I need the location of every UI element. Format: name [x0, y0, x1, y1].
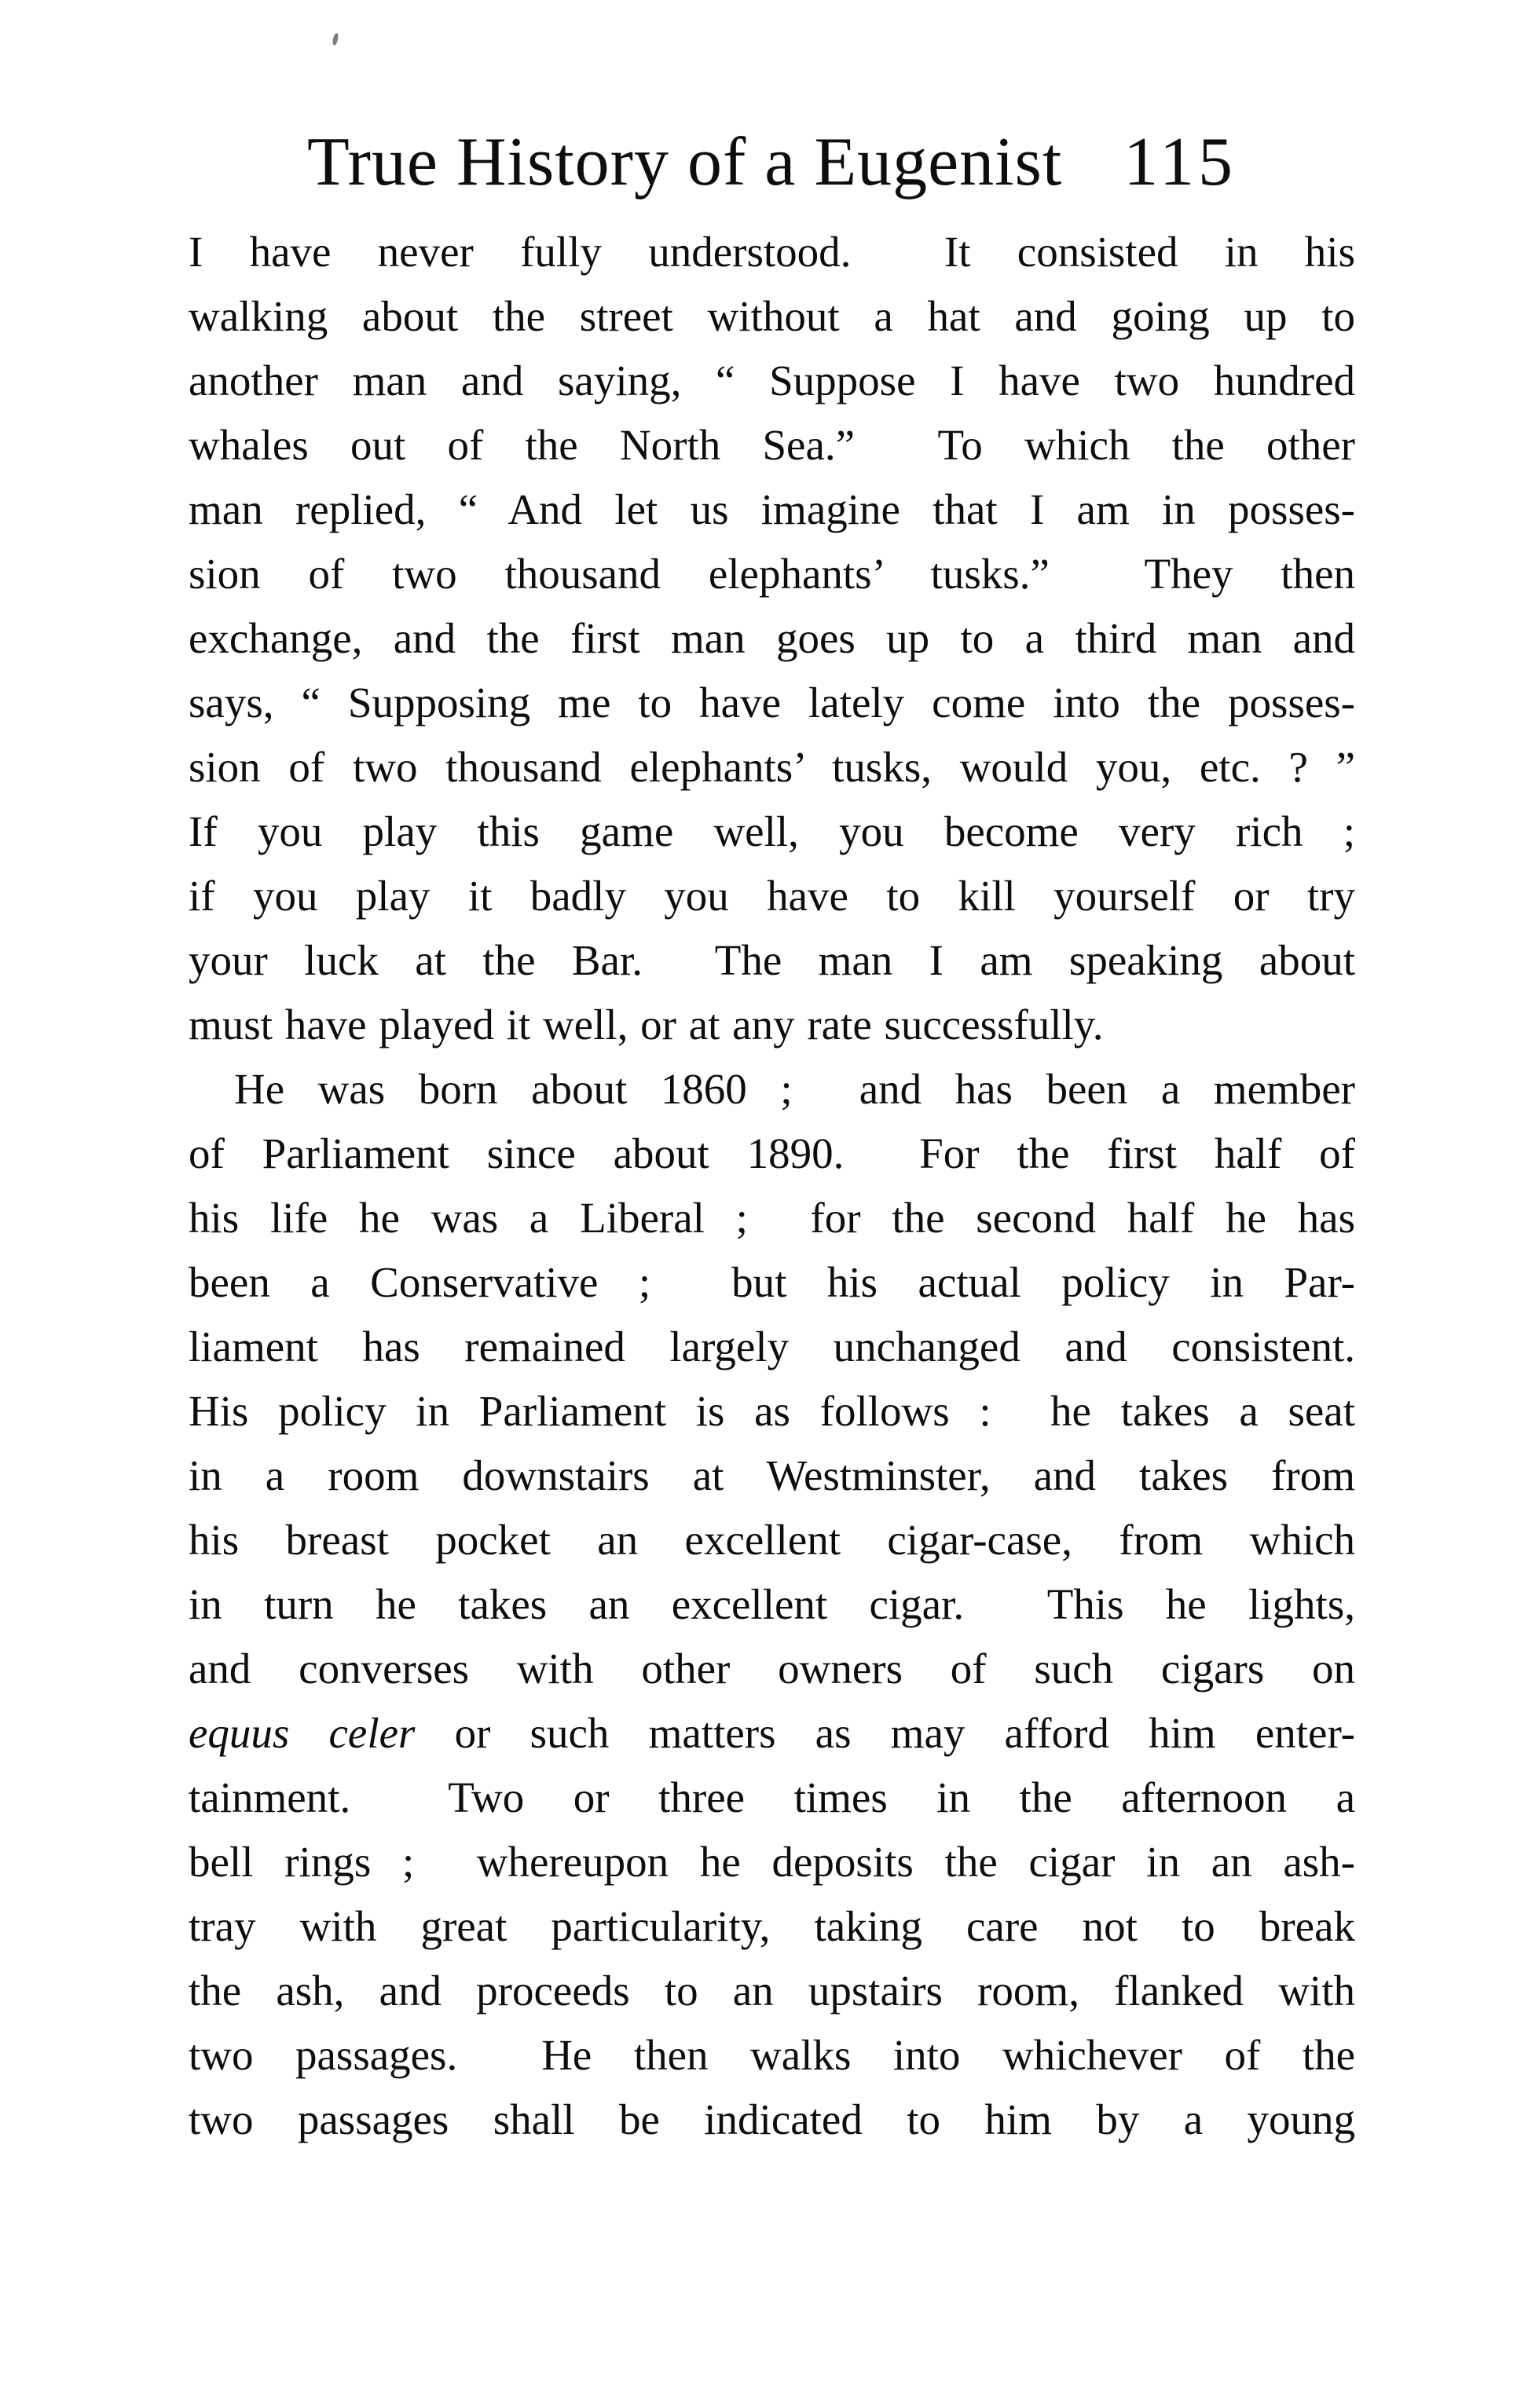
line-text: liament has remained largely unchanged and consistent.: [189, 1323, 1355, 1371]
scan-speck: [332, 33, 339, 46]
text-line: [189, 606, 1355, 671]
page-header: [189, 123, 1355, 220]
line-text: must have played it well, or at any rate successfully.: [189, 1001, 1104, 1048]
text-line: [189, 928, 1355, 993]
line-text: his life he was a Liberal ; for the second half he has: [189, 1194, 1355, 1242]
text-line: [189, 1250, 1355, 1315]
text-line: [189, 1894, 1355, 1959]
text-line: [189, 1701, 1355, 1766]
text-line: [189, 1122, 1355, 1186]
text-line: [189, 1379, 1355, 1444]
body-lines: [189, 220, 1355, 2152]
text-line: [189, 1766, 1355, 1830]
text-line: [189, 1572, 1355, 1637]
text-line: [189, 220, 1355, 284]
text-line: [189, 284, 1355, 349]
text-line: [189, 542, 1355, 606]
page: [189, 123, 1355, 2152]
line-text: I have never fully understood. It consisted in his: [189, 228, 1355, 276]
line-text: two passages. He then walks into whichever of the: [189, 2031, 1355, 2079]
line-text: or such matters as may afford him enter-: [415, 1709, 1355, 1757]
line-text: tainment. Two or three times in the afternoon a: [189, 1773, 1355, 1821]
text-line: [189, 1186, 1355, 1250]
line-text: another man and saying, “ Suppose I have two hundred: [189, 357, 1355, 404]
line-text: if you play it badly you have to kill yourself or try: [189, 872, 1355, 920]
line-text: his breast pocket an excellent cigar-case, from which: [189, 1516, 1355, 1564]
text-line: [189, 671, 1355, 735]
text-line: [189, 2023, 1355, 2088]
text-line: [189, 1315, 1355, 1379]
line-text: sion of two thousand elephants’ tusks.” They then: [189, 550, 1355, 598]
line-text: been a Conservative ; but his actual policy in Par-: [189, 1258, 1355, 1306]
text-line: [189, 1057, 1355, 1122]
text-line: [189, 800, 1355, 864]
text-line: [189, 413, 1355, 478]
text-line: [189, 1444, 1355, 1508]
line-text: man replied, “ And let us imagine that I am in posses-: [189, 485, 1355, 533]
line-text: your luck at the Bar. The man I am speaking about: [189, 936, 1355, 984]
line-text: exchange, and the first man goes up to a third man and: [189, 614, 1355, 662]
text-line: [189, 478, 1355, 542]
line-text: two passages shall be indicated to him by a young: [189, 2095, 1355, 2143]
text-line: [189, 1637, 1355, 1701]
text-line: [189, 735, 1355, 800]
page-title: True History of a Eugenist: [306, 124, 1063, 200]
line-text: and converses with other owners of such cigars on: [189, 1645, 1355, 1693]
line-text: sion of two thousand elephants’ tusks, would you, etc. ? ”: [189, 743, 1355, 791]
italic-phrase: equus celer: [189, 1709, 416, 1757]
line-text: If you play this game well, you become very rich ;: [189, 807, 1355, 855]
text-line: [189, 1508, 1355, 1572]
line-text: walking about the street without a hat and going up to: [189, 292, 1355, 340]
line-text: His policy in Parliament is as follows : he takes a seat: [189, 1387, 1355, 1435]
line-text: bell rings ; whereupon he deposits the cigar in an ash-: [189, 1838, 1355, 1886]
line-text: says, “ Supposing me to have lately come into the posses-: [189, 679, 1355, 726]
text-line: [189, 993, 1355, 1057]
line-text: in turn he takes an excellent cigar. This he lights,: [189, 1580, 1355, 1628]
line-text: tray with great particularity, taking care not to break: [189, 1902, 1355, 1950]
text-line: [189, 1959, 1355, 2023]
text-line: [189, 1830, 1355, 1894]
line-text: the ash, and proceeds to an upstairs room, flanked with: [189, 1967, 1355, 2015]
line-text: whales out of the North Sea.” To which the other: [189, 421, 1355, 469]
text-line: [189, 864, 1355, 928]
text-line: [189, 349, 1355, 413]
page-number: 115: [1123, 124, 1237, 200]
line-text: of Parliament since about 1890. For the first half of: [189, 1129, 1355, 1177]
line-text: in a room downstairs at Westminster, and takes from: [189, 1451, 1355, 1499]
line-text: He was born about 1860 ; and has been a member: [234, 1065, 1355, 1113]
text-line: [189, 2088, 1355, 2152]
